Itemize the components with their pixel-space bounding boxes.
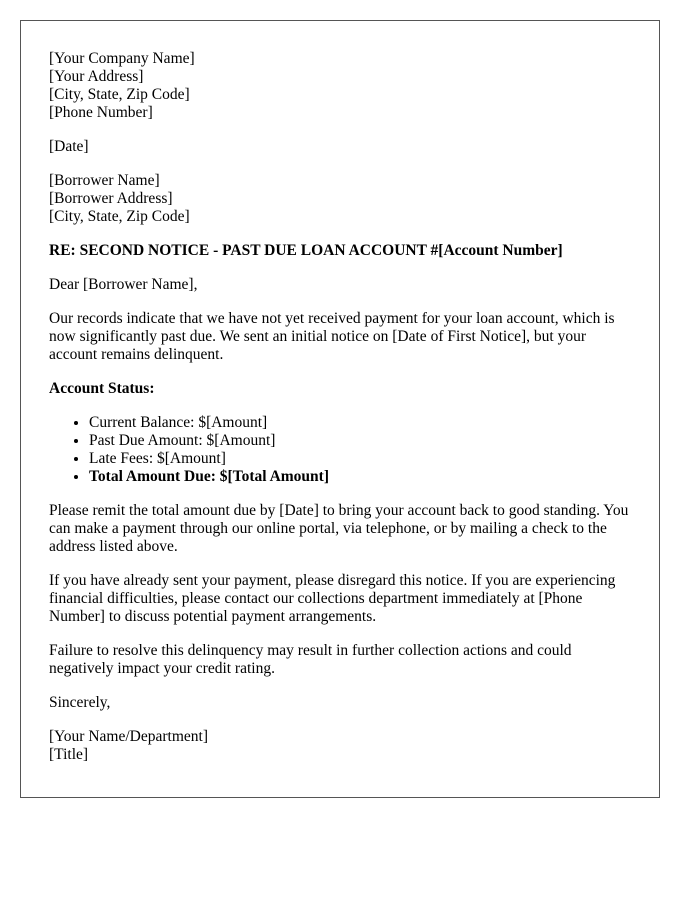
signature-title: [Title] [49, 746, 89, 763]
warning-paragraph: Failure to resolve this delinquency may result in further collection actions and could negatively impact your credit rating. [49, 642, 572, 677]
recipient-address-block [49, 172, 631, 226]
contact-paragraph: If you have already sent your payment, please disregard this notice. If you are experiencing financial difficulties, please contact our collections department immediately at [Phone Number] to discuss potential payment arrangements. [49, 572, 616, 625]
signature-name: [Your Name/Department] [49, 728, 208, 745]
sender-city-state-zip: [City, State, Zip Code] [49, 86, 190, 103]
closing: Sincerely, [49, 694, 111, 711]
list-item-late-fees: • Late Fees: $[Amount] [89, 450, 631, 468]
list-item-past-due-amount: • Past Due Amount: $[Amount] [89, 432, 631, 450]
list-item-total-amount-due: • Total Amount Due: $[Total Amount] [89, 468, 631, 486]
subject-line: RE: SECOND NOTICE - PAST DUE LOAN ACCOUNT #[Account Number] [49, 242, 563, 259]
intro-paragraph: Our records indicate that we have not yet received payment for your loan account, which is now significantly past due. We sent an initial notice on [Date of First Notice], but your account remains delinquent. [49, 310, 615, 363]
account-status-list [49, 414, 631, 486]
recipient-name: [Borrower Name] [49, 172, 160, 189]
sender-phone: [Phone Number] [49, 104, 153, 121]
sender-address-block [49, 50, 631, 122]
account-status-heading: Account Status: [49, 380, 155, 397]
remit-paragraph: Please remit the total amount due by [Date] to bring your account back to good standing. You can make a payment through our online portal, via telephone, or by mailing a check to the address listed above. [49, 502, 629, 555]
letter-page [20, 20, 660, 798]
sender-company: [Your Company Name] [49, 50, 195, 67]
sender-address: [Your Address] [49, 68, 144, 85]
recipient-city-state-zip: [City, State, Zip Code] [49, 208, 190, 225]
letter-date: [Date] [49, 138, 89, 155]
list-item-current-balance: • Current Balance: $[Amount] [89, 414, 631, 432]
salutation: Dear [Borrower Name], [49, 276, 198, 293]
recipient-address: [Borrower Address] [49, 190, 173, 207]
signature-block [49, 728, 631, 764]
